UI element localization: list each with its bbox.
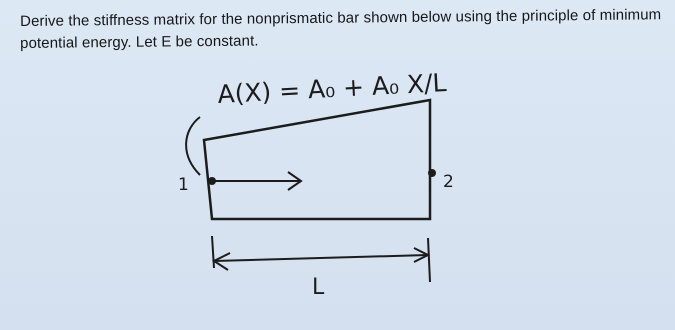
length-label: L [312,275,325,300]
left-support-curve [186,117,200,175]
area-formula: A(X) = A₀ + A₀ X/L [216,68,448,109]
dimension-right-tick [428,238,430,282]
dimension-line [214,255,428,261]
node-1-arrow [214,172,301,190]
problem-statement-line-1: Derive the stiffness matrix for the nonprismatic bar shown below using the principle of minimum [20,6,662,30]
dimension-left-tick [212,236,214,268]
node-2-label: 2 [443,172,454,192]
node-2-dot [428,169,436,177]
tapered-bar-outline [204,100,430,219]
node-1-label: 1 [178,175,189,195]
problem-statement-line-2: potential energy. Let E be constant. [20,32,259,52]
